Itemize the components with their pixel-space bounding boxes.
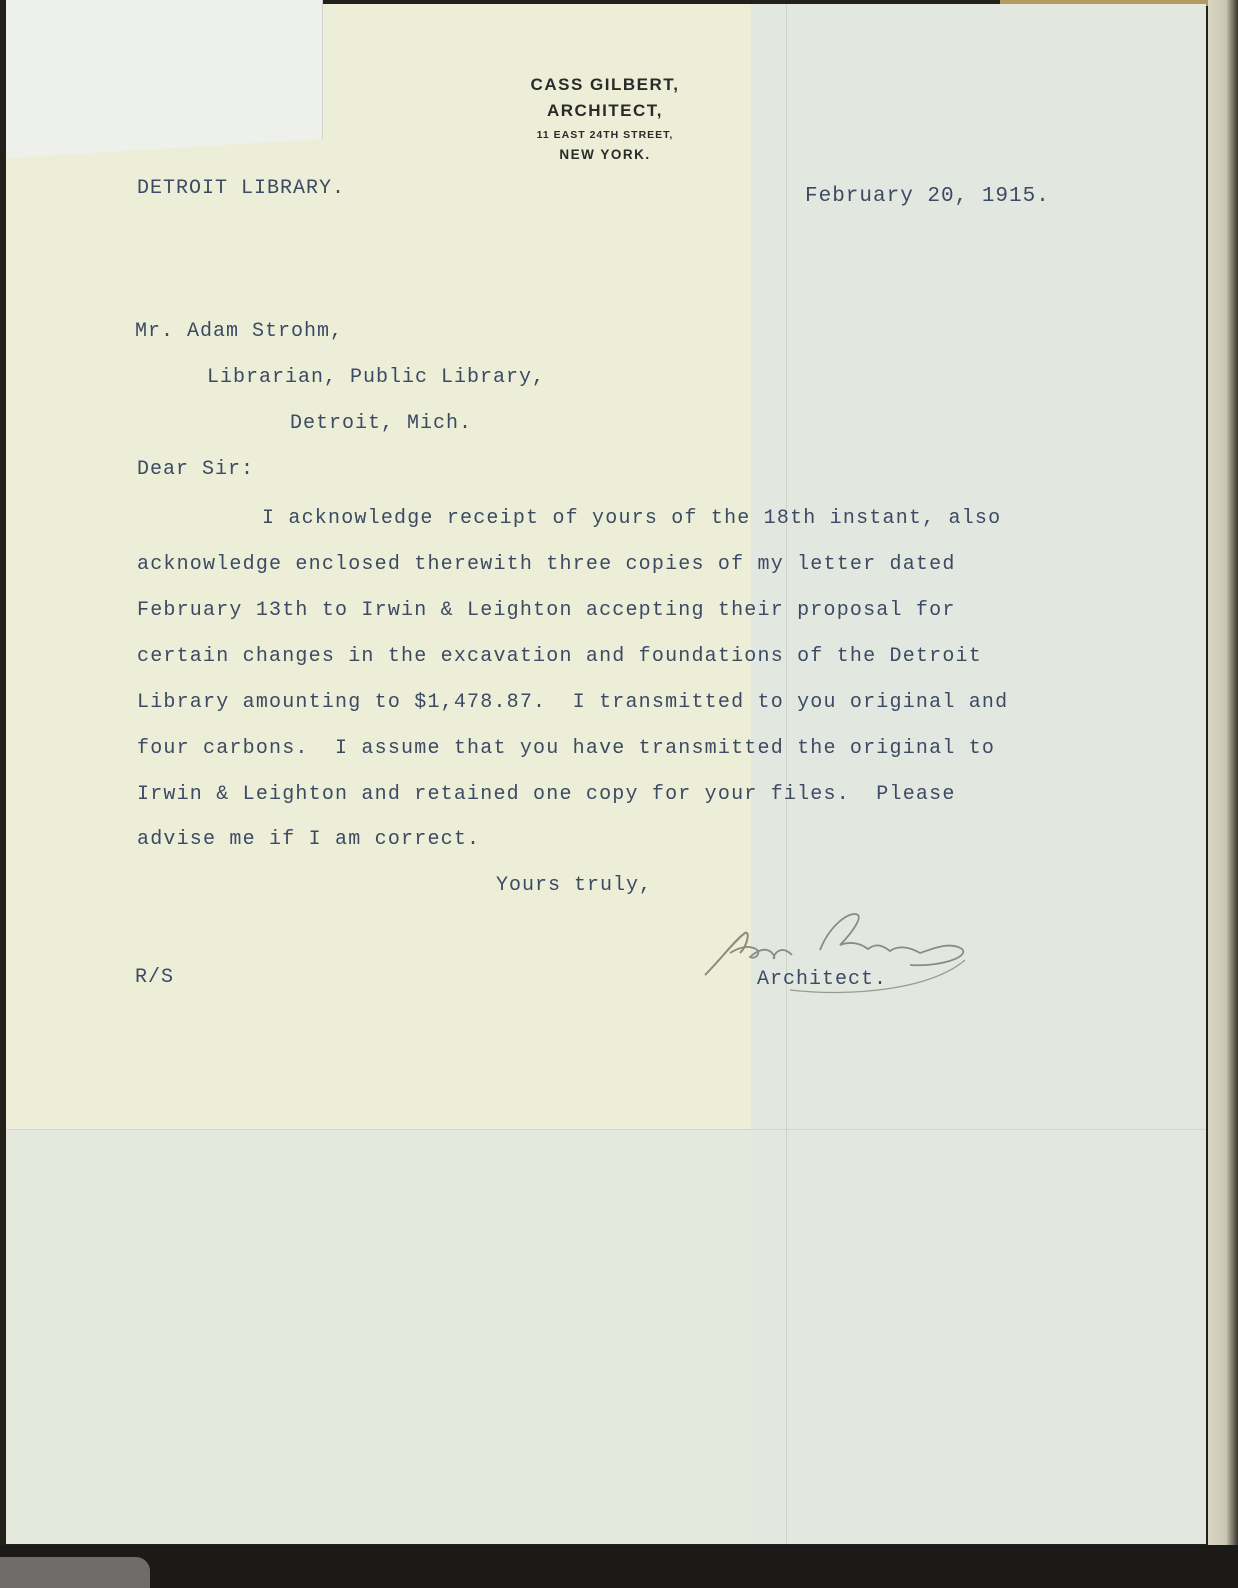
recipient-location: Detroit, Mich. xyxy=(290,412,473,435)
letter-page xyxy=(6,4,1206,1544)
salutation: Dear Sir: xyxy=(137,458,255,481)
body-line: February 13th to Irwin & Leighton accepting their proposal for xyxy=(137,599,956,622)
horizontal-fold-line xyxy=(6,1129,1206,1130)
typist-initials: R/S xyxy=(135,966,175,989)
reference-line: DETROIT LIBRARY. xyxy=(137,177,346,200)
body-line: I acknowledge receipt of yours of the 18th instant, also xyxy=(262,507,1002,530)
bottom-light-bar xyxy=(0,1557,150,1588)
paper-cool-region xyxy=(751,4,1206,1544)
body-line: four carbons. I assume that you have transmitted the original to xyxy=(137,737,996,760)
background-edge-bottom xyxy=(0,1545,1238,1588)
body-line: certain changes in the excavation and foundations of the Detroit xyxy=(137,645,982,668)
letter-date: February 20, 1915. xyxy=(805,185,1050,208)
letterhead-title: ARCHITECT, xyxy=(546,101,664,120)
closing: Yours truly, xyxy=(496,874,653,897)
body-line: advise me if I am correct. xyxy=(137,828,481,851)
body-line: Library amounting to $1,478.87. I transmitted to you original and xyxy=(137,691,1009,714)
recipient-position: Librarian, Public Library, xyxy=(207,366,546,389)
letterhead-city: NEW YORK. xyxy=(559,147,651,162)
letterhead-name: CASS GILBERT, xyxy=(530,75,680,94)
overlapping-paper-corner xyxy=(6,0,323,158)
background-edge-right xyxy=(1208,0,1238,1545)
recipient-name: Mr. Adam Strohm, xyxy=(135,320,344,343)
body-line: acknowledge enclosed therewith three copies of my letter dated xyxy=(137,553,956,576)
body-line: Irwin & Leighton and retained one copy for your files. Please xyxy=(137,783,956,806)
vertical-fold-line xyxy=(786,4,787,1544)
letterhead-street: 11 EAST 24TH STREET, xyxy=(536,129,674,141)
letterhead xyxy=(450,72,760,166)
signer-title: Architect. xyxy=(757,968,888,991)
